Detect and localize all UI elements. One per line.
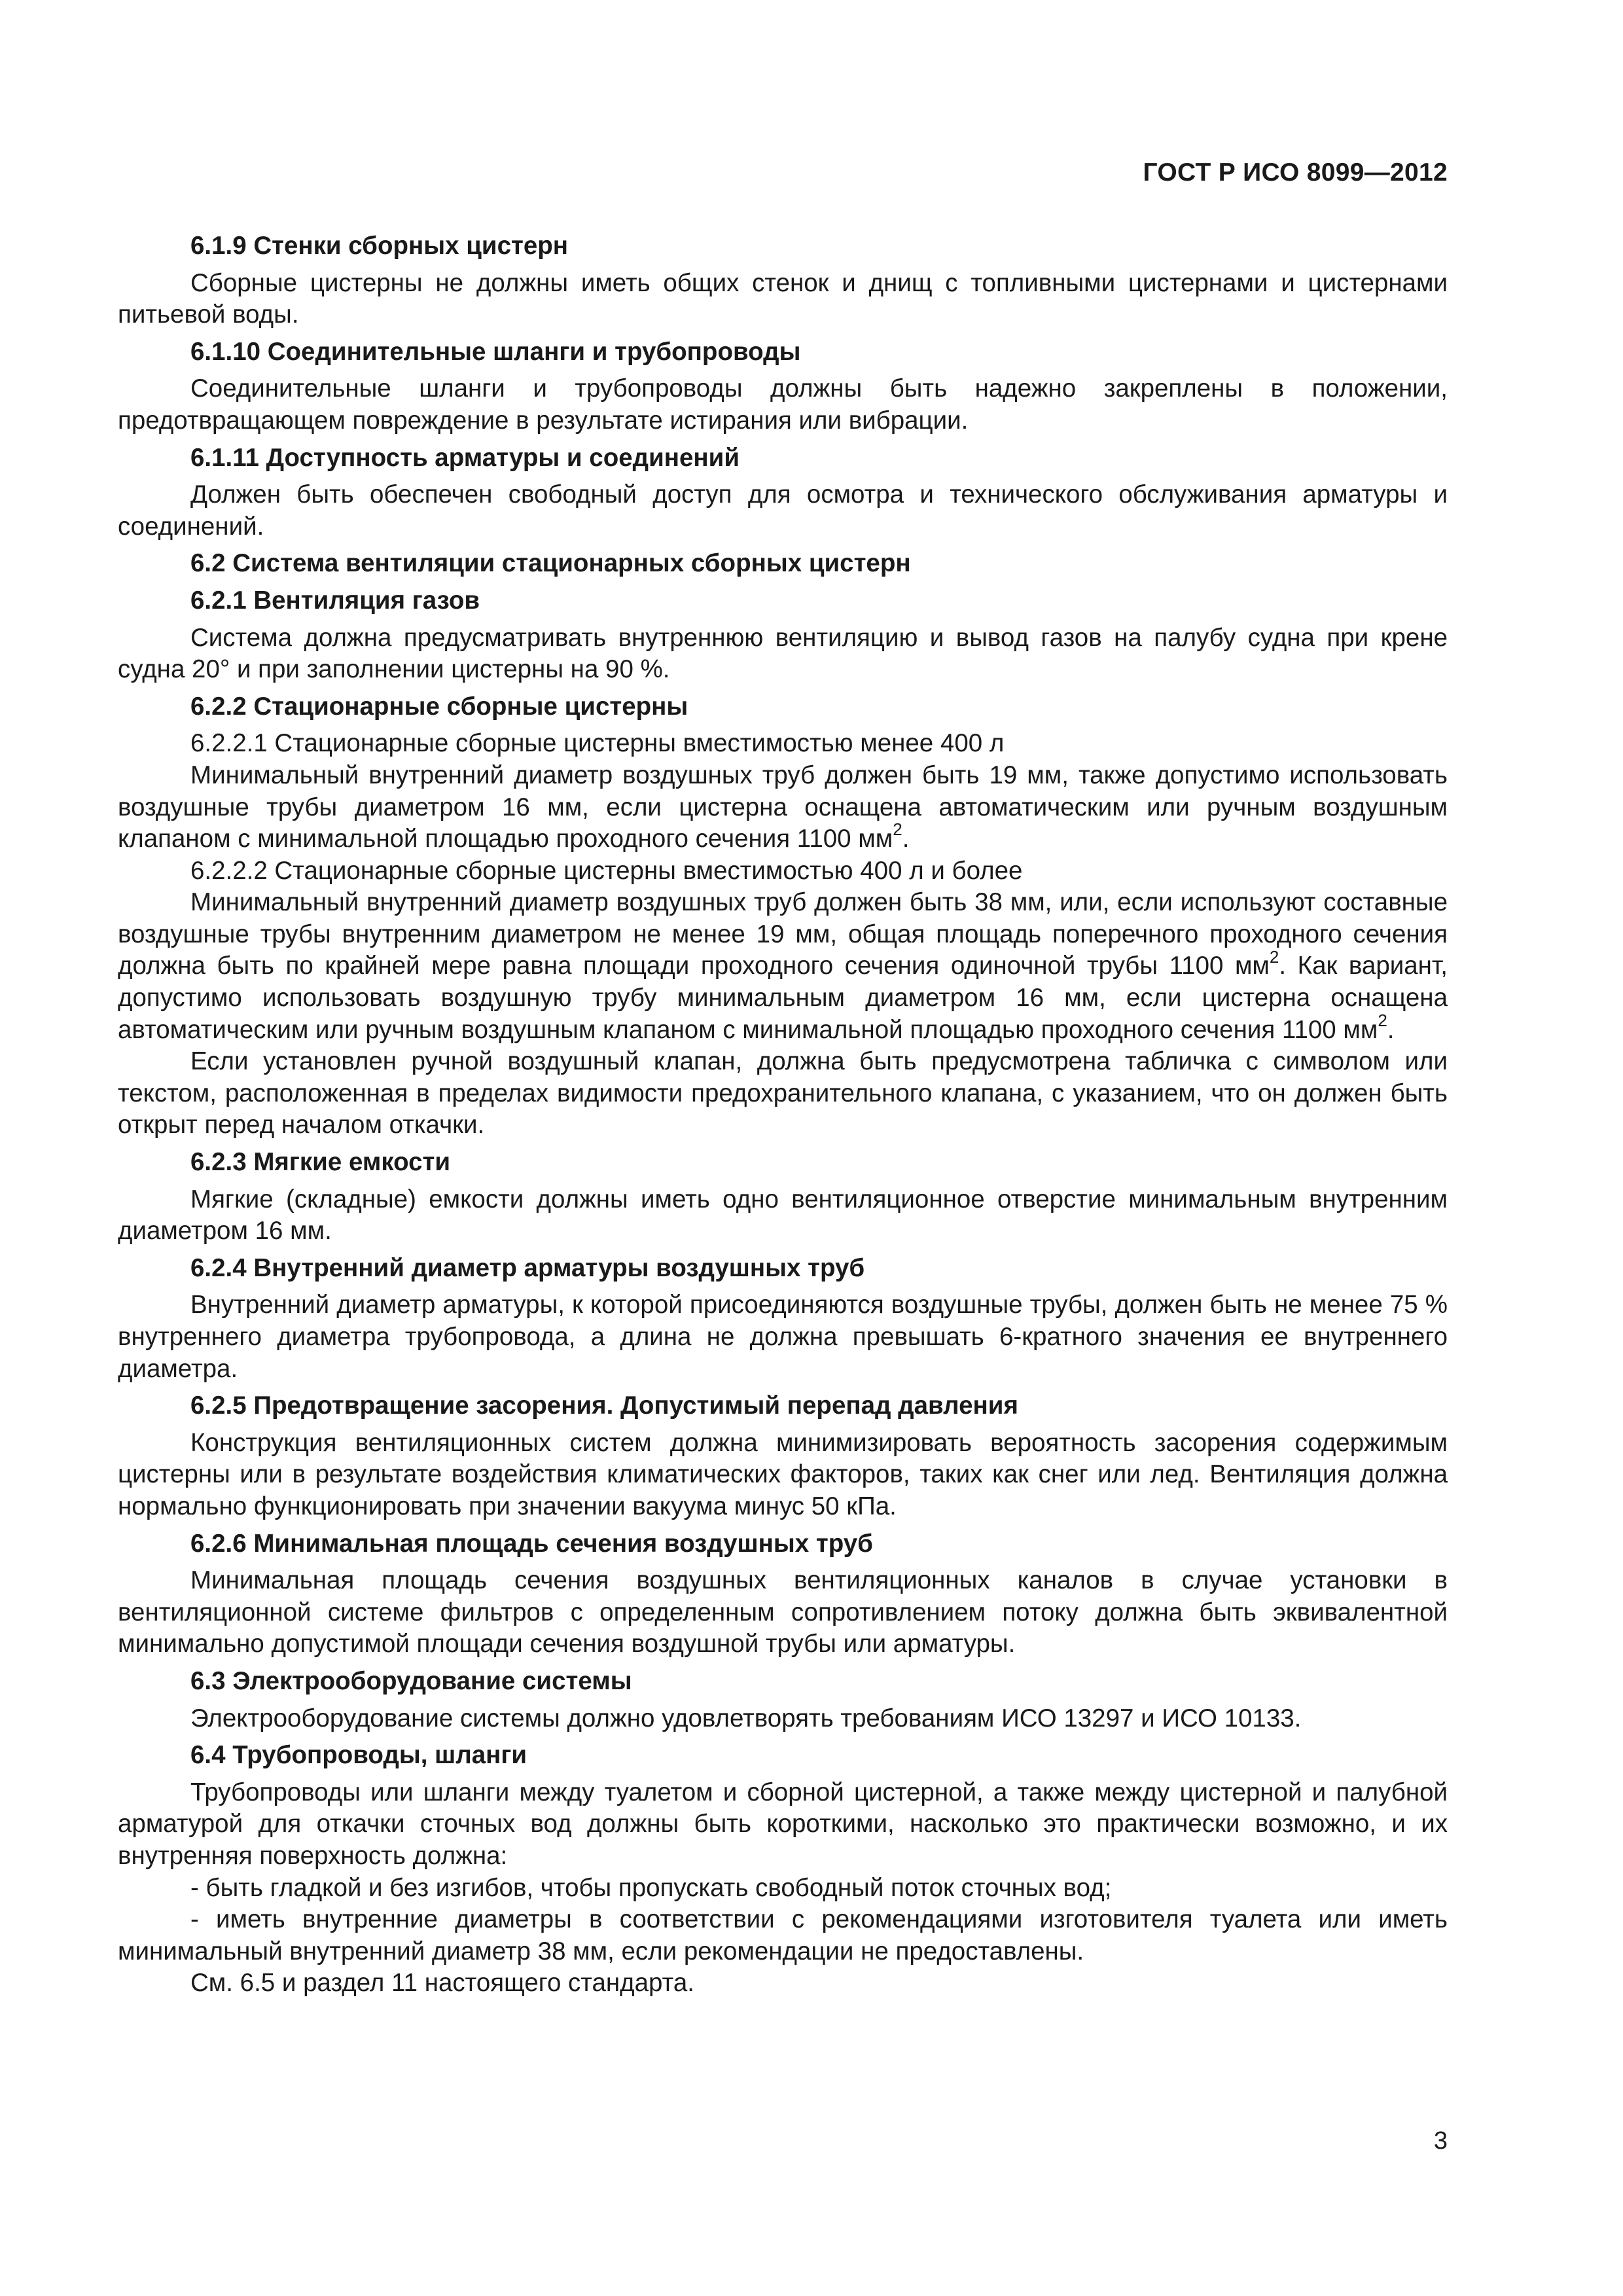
subclause-6-2-2-2-title: 6.2.2.2 Стационарные сборные цистерны вместимостью 400 л и более — [190, 856, 1023, 885]
subclause-6-2-2-1-title: 6.2.2.1 Стационарные сборные цистерны вместимостью менее 400 л — [190, 729, 1005, 758]
heading-6-1-10: 6.1.10 Соединительные шланги и трубопроводы — [190, 337, 801, 366]
heading-6-2-1: 6.2.1 Вентиляция газов — [190, 586, 480, 615]
heading-6-2-6: 6.2.6 Минимальная площадь сечения воздушных труб — [190, 1529, 873, 1558]
paragraph-6-1-9: Сборные цистерны не должны иметь общих стенок и днищ с топливными цистернами и цистернами питьевой воды. — [118, 268, 1448, 329]
heading-6-2-4: 6.2.4 Внутренний диаметр арматуры воздушных труб — [190, 1253, 865, 1282]
paragraph-6-4: Трубопроводы или шланги между туалетом и сборной цистерной, а также между цистерной и палубной арматурой для откачки сточных вод должны быть короткими, насколько это практически возможно, и их внутренняя поверхность должна: — [118, 1778, 1448, 1870]
paragraph-6-4-reference: См. 6.5 и раздел 11 настоящего стандарта. — [190, 1969, 694, 1998]
list-item: - быть гладкой и без изгибов, чтобы пропускать свободный поток сточных вод; — [190, 1873, 1112, 1902]
heading-6-2-3: 6.2.3 Мягкие емкости — [190, 1148, 451, 1177]
superscript-2: 2 — [893, 819, 902, 840]
paragraph-6-2-1: Система должна предусматривать внутреннюю вентиляцию и вывод газов на палубу судна при крене судна 20° и при заполнении цистерны на 90 %. — [118, 623, 1448, 684]
document-body — [118, 230, 1448, 2000]
heading-6-3: 6.3 Электрооборудование системы — [190, 1666, 632, 1695]
paragraph-6-2-2-1-text-a: Минимальный внутренний диаметр воздушных труб должен быть 19 мм, также допустимо использовать воздушные трубы диаметром 16 мм, если цистерна оснащена автоматическим или ручным воздушным клапаном с минимальной площадью проходного сечения 1100 мм — [118, 761, 1448, 853]
paragraph-6-1-11: Должен быть обеспечен свободный доступ для осмотра и технического обслуживания арматуры и соединений. — [118, 480, 1448, 541]
paragraph-6-2-3: Мягкие (складные) емкости должны иметь одно вентиляционное отверстие минимальным внутренним диаметром 16 мм. — [118, 1185, 1448, 1246]
superscript-2: 2 — [1378, 1010, 1387, 1030]
paragraph-6-2-4: Внутренний диаметр арматуры, к которой присоединяются воздушные трубы, должен быть не менее 75 % внутреннего диаметра трубопровода, а длина не должна превышать 6-кратного значения ее внутреннего диаметра. — [118, 1291, 1448, 1383]
paragraph-6-2-2-1 — [118, 760, 1448, 855]
page-number: 3 — [1433, 2127, 1448, 2155]
heading-6-1-9: 6.1.9 Стенки сборных цистерн — [190, 232, 569, 260]
paragraph-6-2-2-1-text-b: . — [902, 825, 910, 853]
paragraph-6-2-2-2-text-b: . Как вариант, допустимо использовать воздушную трубу минимальным диаметром 16 мм, если цистерна оснащена автоматическим или ручным воздушным клапаном с минимальной площадью проходного сечения 1100 мм — [118, 952, 1448, 1044]
paragraph-6-2-2-2-text-c: . — [1387, 1015, 1395, 1044]
heading-6-2-5: 6.2.5 Предотвращение засорения. Допустимый перепад давления — [190, 1391, 1018, 1420]
paragraph-6-2-2-2 — [118, 887, 1448, 1046]
paragraph-6-2-5: Конструкция вентиляционных систем должна минимизировать вероятность засорения содержимым цистерны или в результате воздействия климатических факторов, таких как снег или лед. Вентиляция должна нормально функционировать при значении вакуума минус 50 кПа. — [118, 1428, 1448, 1520]
list-item: - иметь внутренние диаметры в соответствии с рекомендациями изготовителя туалета или иметь минимальный внутренний диаметр 38 мм, если рекомендации не предоставлены. — [118, 1905, 1448, 1965]
heading-6-4: 6.4 Трубопроводы, шланги — [190, 1741, 527, 1770]
document-header: ГОСТ Р ИСО 8099—2012 — [1143, 158, 1448, 187]
paragraph-6-2-2-2-note: Если установлен ручной воздушный клапан, должна быть предусмотрена табличка с символом или текстом, расположенная в пределах видимости предохранительного клапана, с указанием, что он должен быть открыт перед началом откачки. — [118, 1047, 1448, 1139]
paragraph-6-2-6: Минимальная площадь сечения воздушных вентиляционных каналов в случае установки в вентиляционной системе фильтров с определенным сопротивлением потоку должна быть эквивалентной минимально допустимой площади сечения воздушной трубы или арматуры. — [118, 1566, 1448, 1659]
heading-6-1-11: 6.1.11 Доступность арматуры и соединений — [190, 443, 740, 472]
heading-6-2: 6.2 Система вентиляции стационарных сборных цистерн — [190, 549, 911, 578]
superscript-2: 2 — [1269, 946, 1279, 967]
paragraph-6-2-2-2-text-a: Минимальный внутренний диаметр воздушных труб должен быть 38 мм, или, если используют составные воздушные трубы внутренним диаметром не менее 19 мм, общая площадь поперечного проходного сечения должна быть по крайней мере равна площади проходного сечения одиночной трубы 1100 мм — [118, 888, 1448, 980]
paragraph-6-3: Электрооборудование системы должно удовлетворять требованиям ИСО 13297 и ИСО 10133. — [190, 1704, 1302, 1732]
heading-6-2-2: 6.2.2 Стационарные сборные цистерны — [190, 692, 688, 721]
paragraph-6-1-10: Соединительные шланги и трубопроводы должны быть надежно закреплены в положении, предотвращающем повреждение в результате истирания или вибрации. — [118, 374, 1448, 435]
